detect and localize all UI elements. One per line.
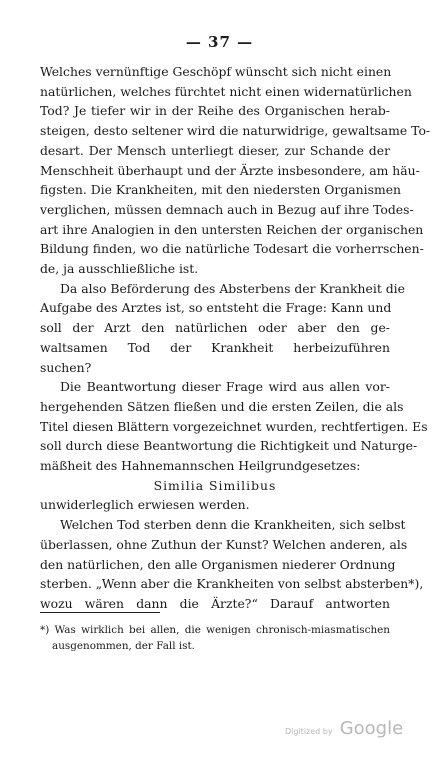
text-line: natürlichen, welches fürchtet nicht einen widernatürlichen [40,83,412,99]
text-line: Tod? Je tiefer wir in der Reihe des Organischen herab- [40,103,390,119]
text-line: unwiderleglich erwiesen werden. [40,497,250,513]
text-line: sterben. „Wenn aber die Krankheiten von selbst absterben*), [40,576,424,592]
text-line: Da also Beförderung des Absterbens der Krankheit die [60,280,405,296]
text-line: desart. Der Mensch unterliegt dieser, zur Schande der [40,142,390,158]
text-line: Die Beantwortung dieser Frage wird aus allen vor- [60,379,390,395]
motto-line: Similia Similibus [153,477,277,493]
text-line: Welches vernünftige Geschöpf wünscht sich nicht einen [40,64,392,79]
footnote-line: ausgenommen, der Fall ist. [52,640,195,652]
footnote-divider [40,612,160,613]
text-line: hergehenden Sätzen fließen und die ersten Zeilen, die als [40,398,404,414]
text-line: Bildung finden, wo die natürliche Todesart die vorherrschen- [40,241,424,257]
text-line: Titel diesen Blättern vorgezeichnet wurden, rechtfertigen. Es [40,418,428,434]
text-line: den natürlichen, den alle Organismen niederer Ordnung [40,556,396,572]
text-line: soll durch diese Beantwortung die Richtigkeit und Naturge- [40,438,418,454]
text-line: Welchen Tod sterben denn die Krankheiten, sich selbst [60,517,406,533]
text-line: Aufgabe des Arztes ist, so entsteht die Frage: Kann und [40,300,392,316]
footnote-line: *) Was wirklich bei allen, die wenigen chronisch-miasmatischen [40,624,390,636]
digitized-watermark [285,718,403,739]
text-line: suchen? [40,359,92,375]
watermark-prefix: Digitized by [285,727,333,736]
text-line: wozu wären dann die Ärzte?“ Darauf antworten [40,595,390,611]
text-line: verglichen, müssen demnach auch in Bezug auf ihre Todes- [40,201,414,217]
text-line: de, ja ausschließliche ist. [40,261,199,277]
text-line: soll der Arzt den natürlichen oder aber den ge- [40,320,390,336]
text-line: waltsamen Tod der Krankheit herbeizuführen [40,339,390,355]
google-logo: Google [339,718,404,739]
body-text [40,62,431,614]
text-line: überlassen, ohne Zuthun der Kunst? Welchen anderen, als [40,536,408,552]
page-number: — 37 — [185,33,254,51]
text-line: Menschheit überhaupt und der Ärzte insbesondere, am häu- [40,162,420,178]
text-line: mäßheit des Hahnemannschen Heilgrundgesetzes: [40,458,361,474]
text-line: steigen, desto seltener wird die naturwidrige, gewaltsame To- [40,123,431,139]
text-line: figsten. Die Krankheiten, mit den niedersten Organismen [40,182,402,198]
footnote [40,622,390,654]
text-line: art ihre Analogien in den untersten Reichen der organischen [40,221,424,237]
